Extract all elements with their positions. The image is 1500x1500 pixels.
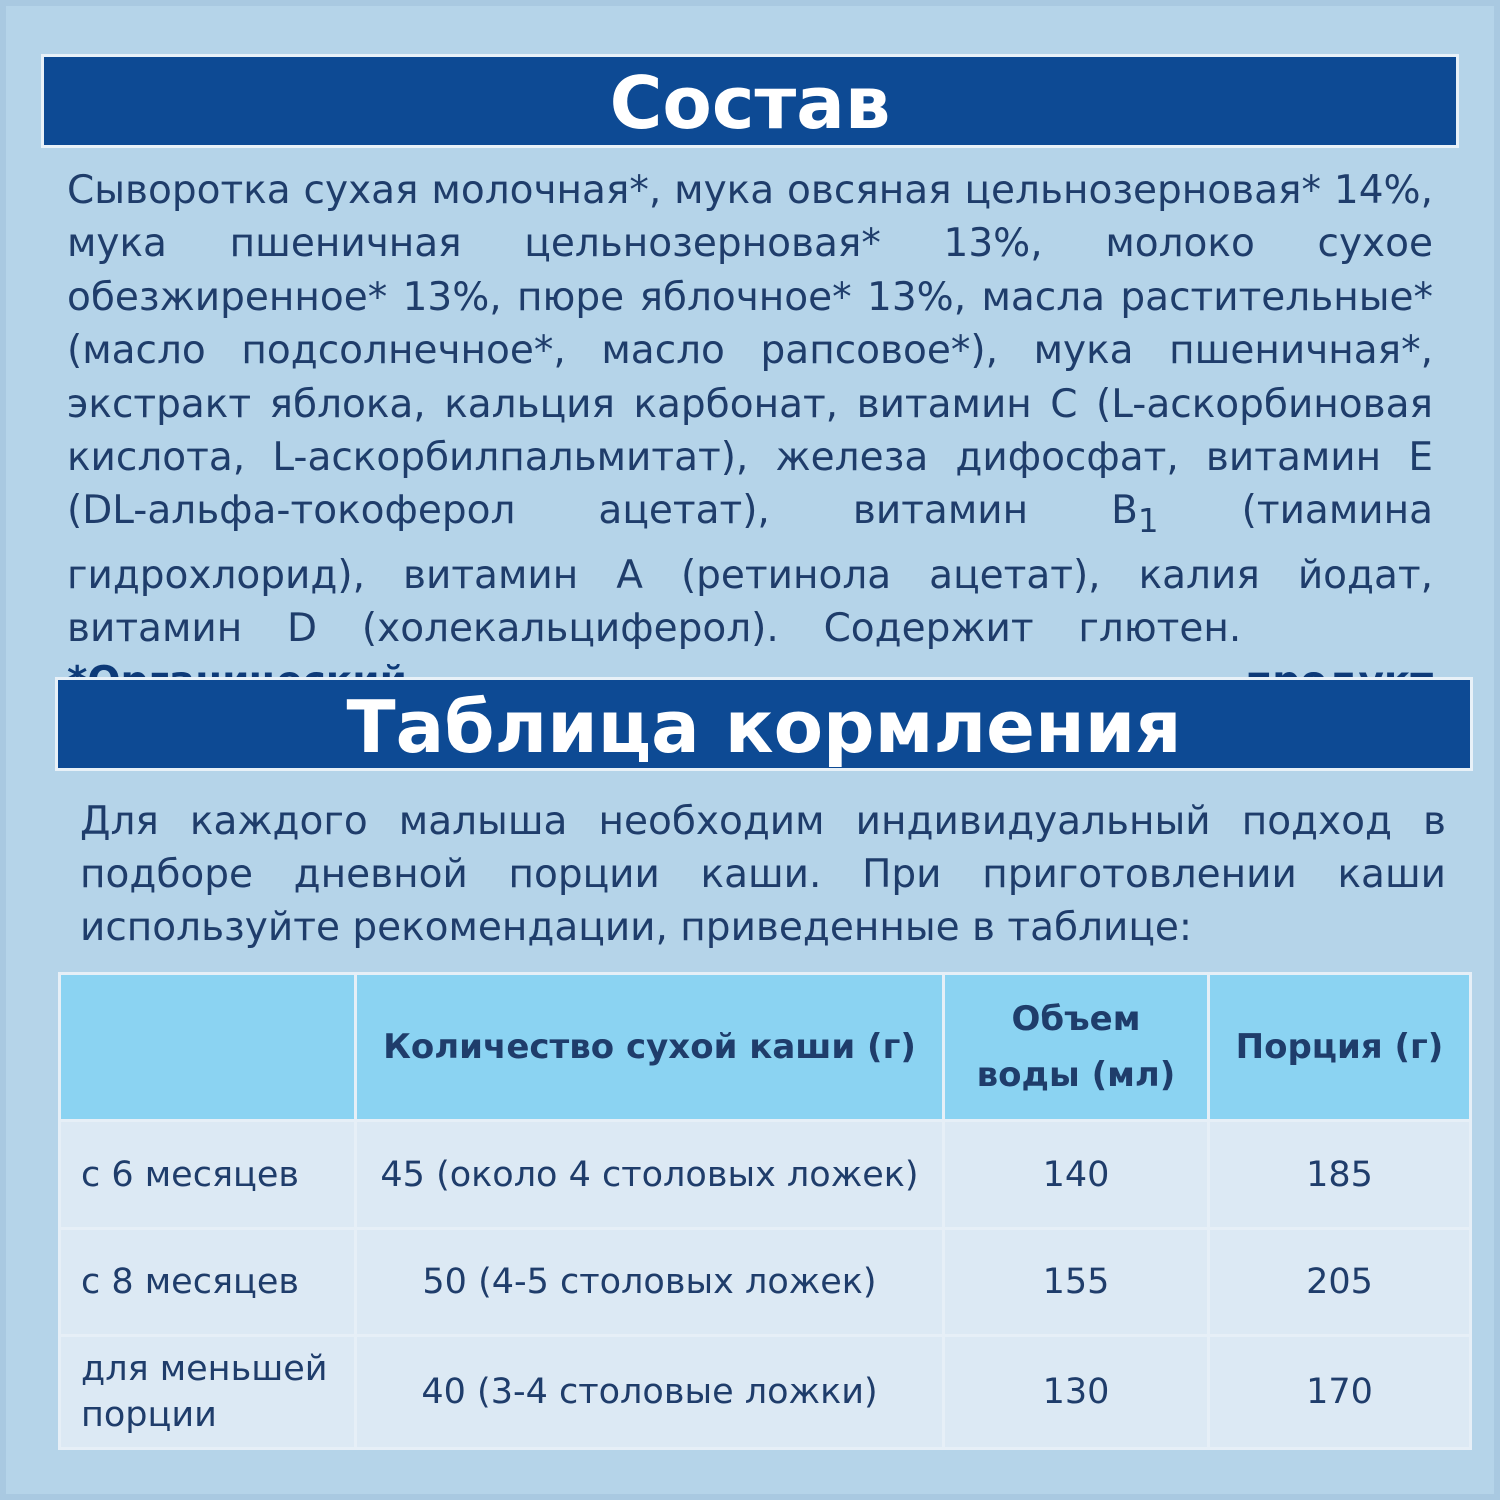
feeding-table-title-banner xyxy=(58,680,1470,768)
composition-text-main: Сыворотка сухая молочная*, мука овсяная цельнозерновая* 14%, мука пшеничная цельнозерновая* 13%, молоко сухое обезжиренное* 13%, пюре яблочное* 13%, масла растительные* (масло подсолнечное*, масло рапсовое*), мука пшеничная*, экстракт яблока, кальция карбонат, витамин С (L-аскорбиновая кислота, L-аскорбилпальмитат), железа дифосфат, витамин Е (DL-альфа-токоферол ацетат), витамин B xyxy=(67,168,1433,534)
cell-water-volume: 130 xyxy=(944,1336,1209,1449)
composition-text xyxy=(67,164,1433,709)
vitamin-b-subscript: 1 xyxy=(1137,502,1159,541)
cell-dry-amount: 50 (4-5 столовых ложек) xyxy=(356,1229,944,1336)
header-age xyxy=(60,974,356,1121)
header-dry-amount: Количество сухой каши (г) xyxy=(356,974,944,1121)
cell-age: для меньшей порции xyxy=(60,1336,356,1449)
header-water-volume: Объем воды (мл) xyxy=(944,974,1209,1121)
cell-portion: 170 xyxy=(1209,1336,1471,1449)
cell-water-volume: 155 xyxy=(944,1229,1209,1336)
cell-dry-amount: 40 (3-4 столовые ложки) xyxy=(356,1336,944,1449)
cell-age: с 6 месяцев xyxy=(60,1121,356,1229)
composition-title-banner xyxy=(44,57,1456,145)
table-row xyxy=(60,1121,1471,1229)
header-portion: Порция (г) xyxy=(1209,974,1471,1121)
cell-water-volume: 140 xyxy=(944,1121,1209,1229)
table-header-row xyxy=(60,974,1471,1121)
feeding-table-title: Таблица кормления xyxy=(346,685,1182,769)
feeding-intro-text: Для каждого малыша необходим индивидуальный подход в подборе дневной порции каши. При приготовлении каши используйте рекомендации, приведенные в таблице: xyxy=(80,799,1446,950)
feeding-table xyxy=(58,972,1472,1450)
composition-title: Состав xyxy=(609,61,891,145)
cell-portion: 185 xyxy=(1209,1121,1471,1229)
table-row xyxy=(60,1336,1471,1449)
cell-portion: 205 xyxy=(1209,1229,1471,1336)
composition-text-tail: (тиамина гидрохлорид), витамин А (ретинола ацетат), калия йодат, витамин D (холекальциферол). Содержит глютен. xyxy=(67,488,1433,652)
cell-dry-amount: 45 (около 4 столовых ложек) xyxy=(356,1121,944,1229)
cell-age: с 8 месяцев xyxy=(60,1229,356,1336)
table-row xyxy=(60,1229,1471,1336)
